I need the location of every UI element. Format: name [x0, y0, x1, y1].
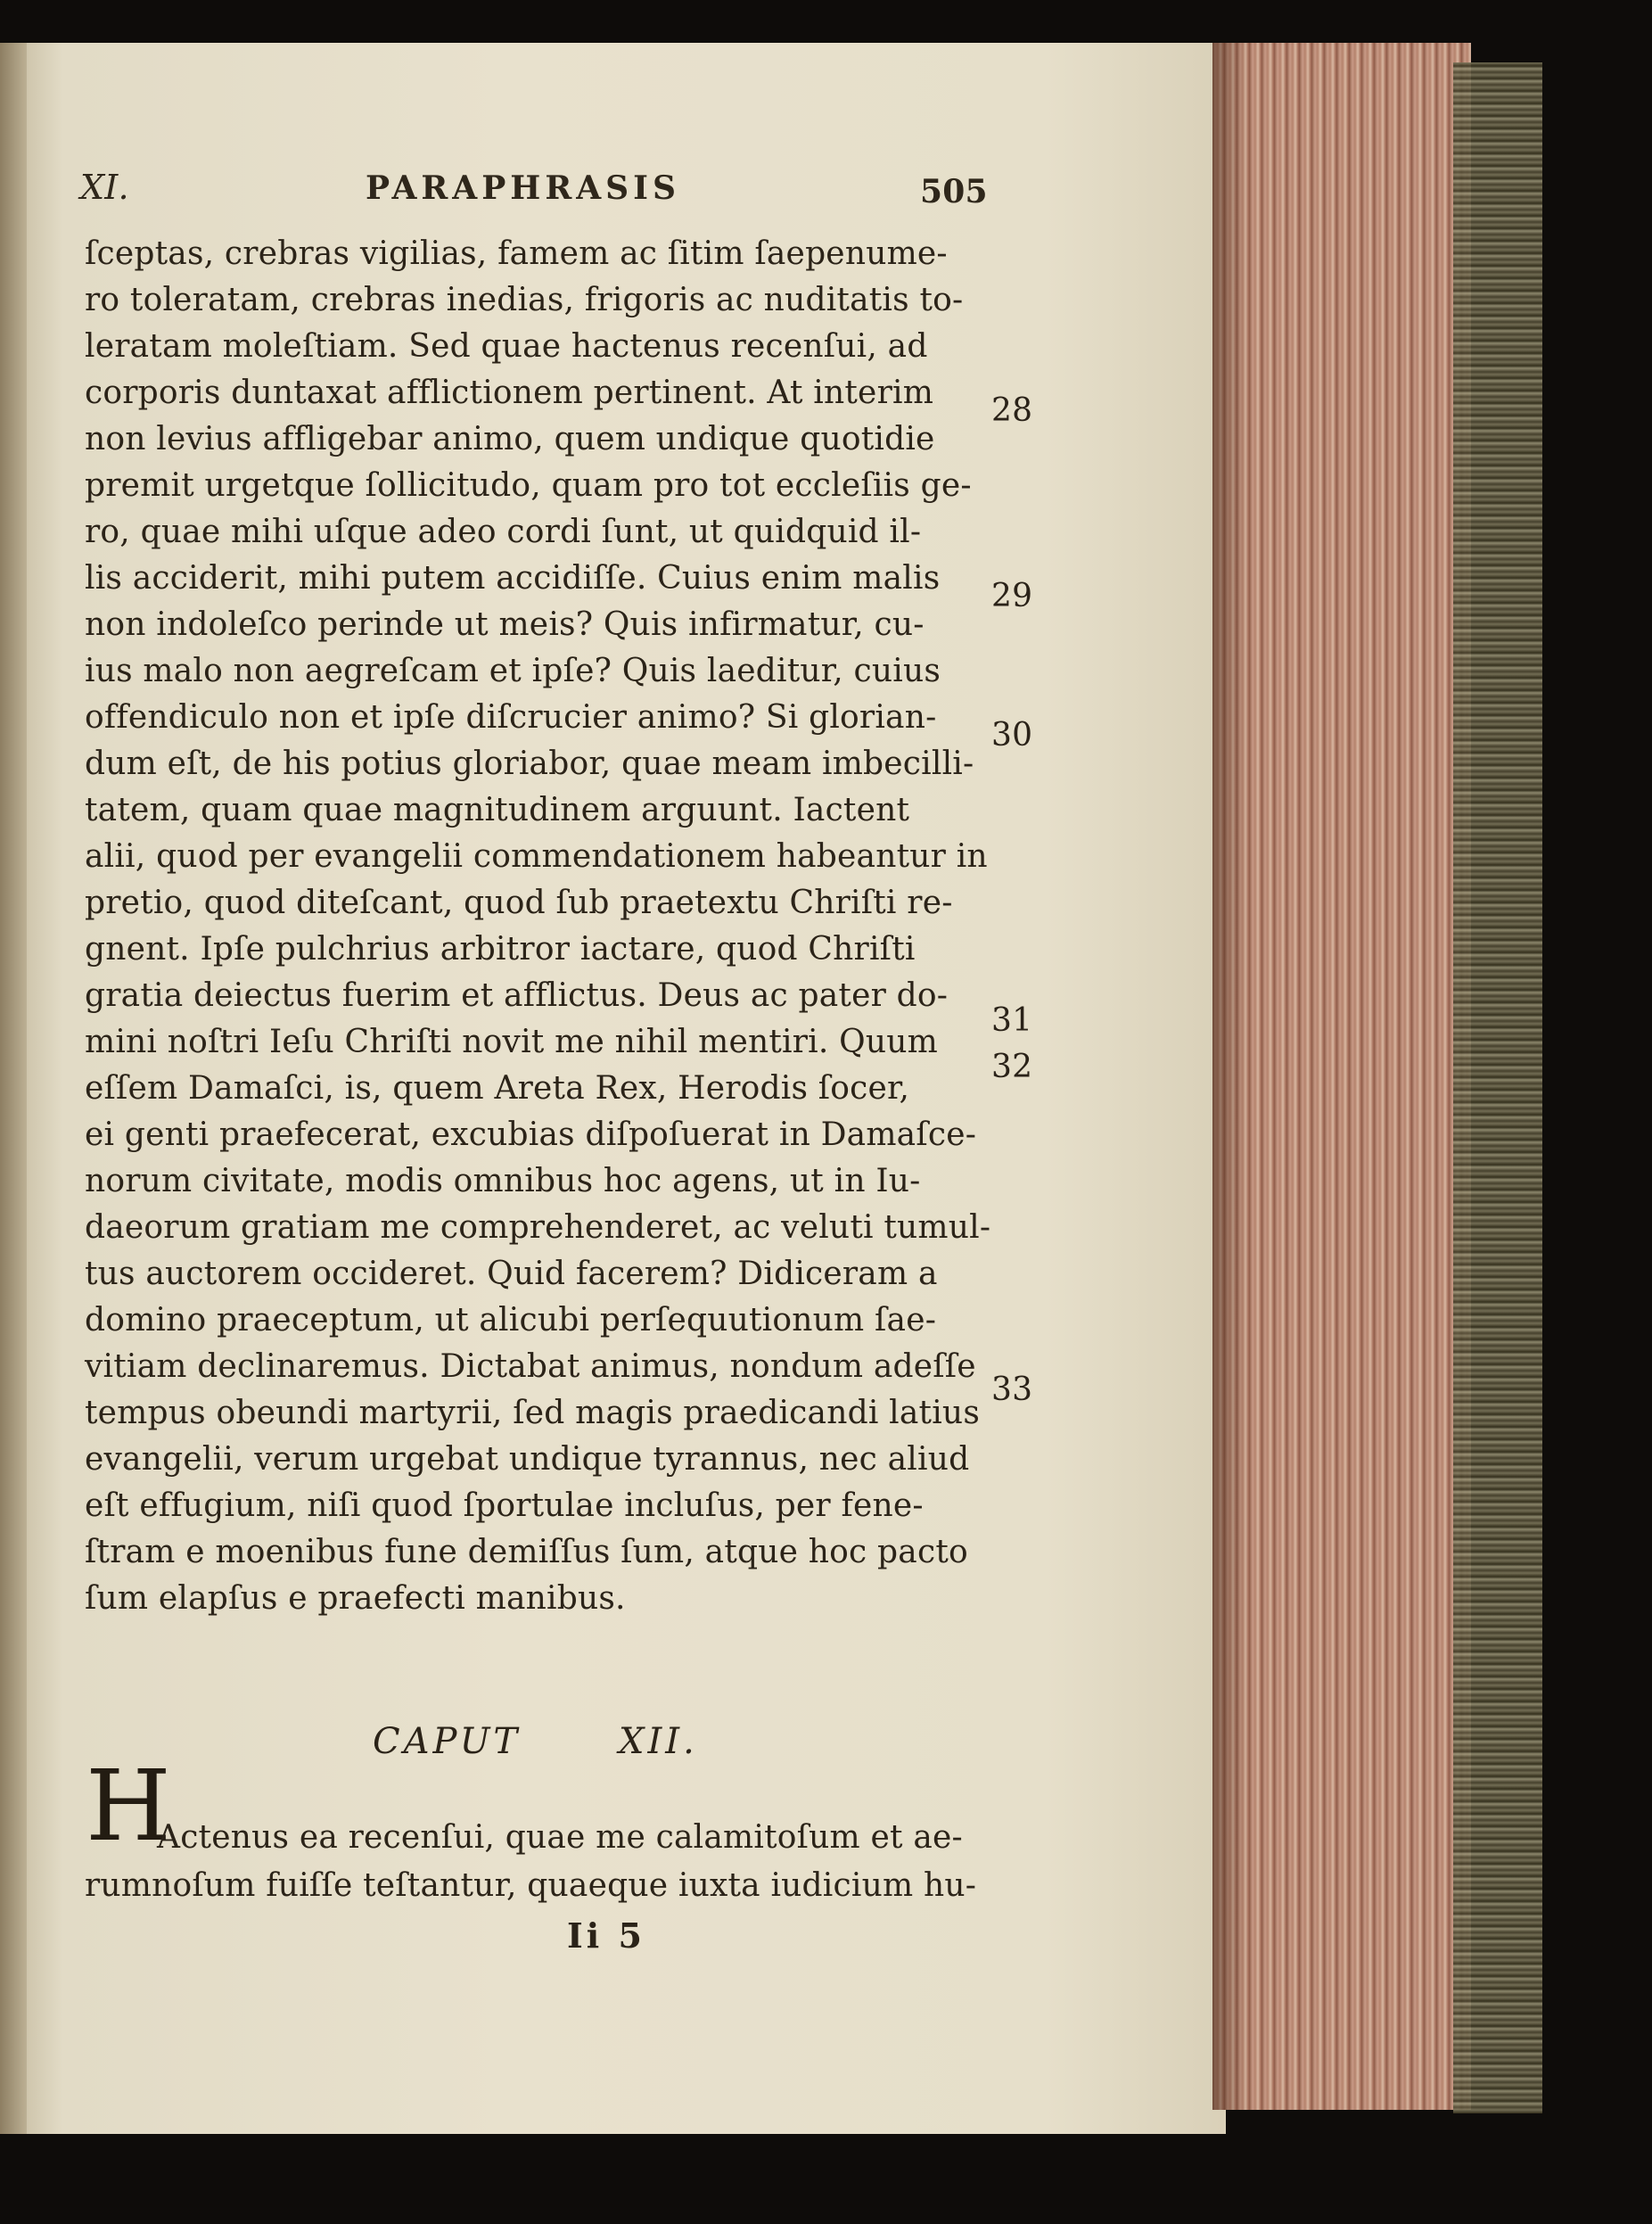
text-line: Actenus ea recenſui, quae me calamitoſum et ae- — [157, 1819, 963, 1856]
text-line: ſceptas, crebras vigilias, famem ac ſitim ſaepenume- — [85, 235, 948, 272]
running-head-title: PARAPHRASIS — [366, 169, 681, 207]
verse-number: 29 — [991, 578, 1033, 614]
text-line: vitiam declinaremus. Dictabat animus, nondum adeſſe — [85, 1348, 976, 1385]
running-head-chapter: XI. — [80, 168, 129, 207]
verse-number: 31 — [991, 1002, 1033, 1039]
verse-number: 28 — [991, 392, 1033, 429]
text-line: tus auctorem occideret. Quid facerem? Didiceram a — [85, 1256, 938, 1292]
text-line: pretio, quod diteſcant, quod ſub praetextu Chriſti re- — [85, 885, 953, 921]
text-line: ro toleratam, crebras inedias, frigoris ac nuditatis to- — [85, 282, 964, 318]
book-cover-edge — [1453, 62, 1542, 2113]
text-line: lis acciderit, mihi putem accidiſſe. Cuius enim malis — [85, 560, 941, 597]
text-line: alii, quod per evangelii commendationem habeantur in — [85, 838, 988, 875]
text-line: mini noſtri Ieſu Chriſti novit me nihil mentiri. Quum — [85, 1024, 938, 1060]
text-line: tempus obeundi martyrii, ſed magis praedicandi latius — [85, 1395, 980, 1431]
text-line: premit urgetque ſollicitudo, quam pro tot eccleſiis ge- — [85, 467, 972, 504]
page-stack-fore-edge — [1212, 43, 1471, 2110]
text-line: ſtram e moenibus fune demiſſus ſum, atque hoc pacto — [85, 1534, 968, 1570]
text-line: dum eſt, de his potius gloriabor, quae meam imbecilli- — [85, 745, 974, 782]
text-line: evangelii, verum urgebat undique tyrannus, nec aliud — [85, 1441, 970, 1478]
signature-mark: Ii 5 — [567, 1915, 645, 1956]
text-line: tatem, quam quae magnitudinem arguunt. Iactent — [85, 792, 910, 828]
drop-cap: H — [86, 1749, 172, 1863]
verse-number: 30 — [991, 717, 1033, 754]
text-line: offendiculo non et ipſe diſcrucier animo? Si glorian- — [85, 699, 937, 736]
text-line: domino praeceptum, ut alicubi perſequutionum ſae- — [85, 1302, 937, 1339]
chapter-heading-caput: CAPUT — [373, 1721, 522, 1762]
page-number: 505 — [920, 173, 988, 210]
text-line: ius malo non aegreſcam et ipſe? Quis laeditur, cuius — [85, 653, 941, 689]
text-line: non levius affligebar animo, quem undique quotidie — [85, 421, 935, 457]
text-line: ei genti praefecerat, excubias diſpoſuerat in Damaſce- — [85, 1116, 977, 1153]
text-line: norum civitate, modis omnibus hoc agens, ut in Iu- — [85, 1163, 921, 1199]
verse-number: 33 — [991, 1371, 1033, 1408]
text-line: ſum elapſus e praefecti manibus. — [85, 1580, 626, 1617]
fore-edge-shadow — [1212, 43, 1248, 2110]
text-line: corporis duntaxat afflictionem pertinent. At interim — [85, 375, 934, 411]
text-line: eſt effugium, niſi quod ſportulae incluſus, per fene- — [85, 1487, 924, 1524]
text-line: non indoleſco perinde ut meis? Quis infirmatur, cu- — [85, 606, 925, 643]
verse-number: 32 — [991, 1049, 1033, 1085]
text-line: eſſem Damaſci, is, quem Areta Rex, Herodis ſocer, — [85, 1070, 910, 1107]
text-line: daeorum gratiam me comprehenderet, ac veluti tumul- — [85, 1209, 991, 1246]
text-line: rumnoſum fuiſſe teſtantur, quaeque iuxta iudicium hu- — [85, 1867, 977, 1904]
text-line: ro, quae mihi uſque adeo cordi ſunt, ut quidquid il- — [85, 514, 922, 550]
text-line: leratam moleſtiam. Sed quae hactenus recenſui, ad — [85, 328, 928, 365]
chapter-heading-numeral: XII. — [619, 1721, 698, 1762]
text-line: gratia deiectus fuerim et afflictus. Deus ac pater do- — [85, 977, 949, 1014]
text-line: gnent. Ipſe pulchrius arbitror iactare, quod Chriſti — [85, 931, 916, 968]
